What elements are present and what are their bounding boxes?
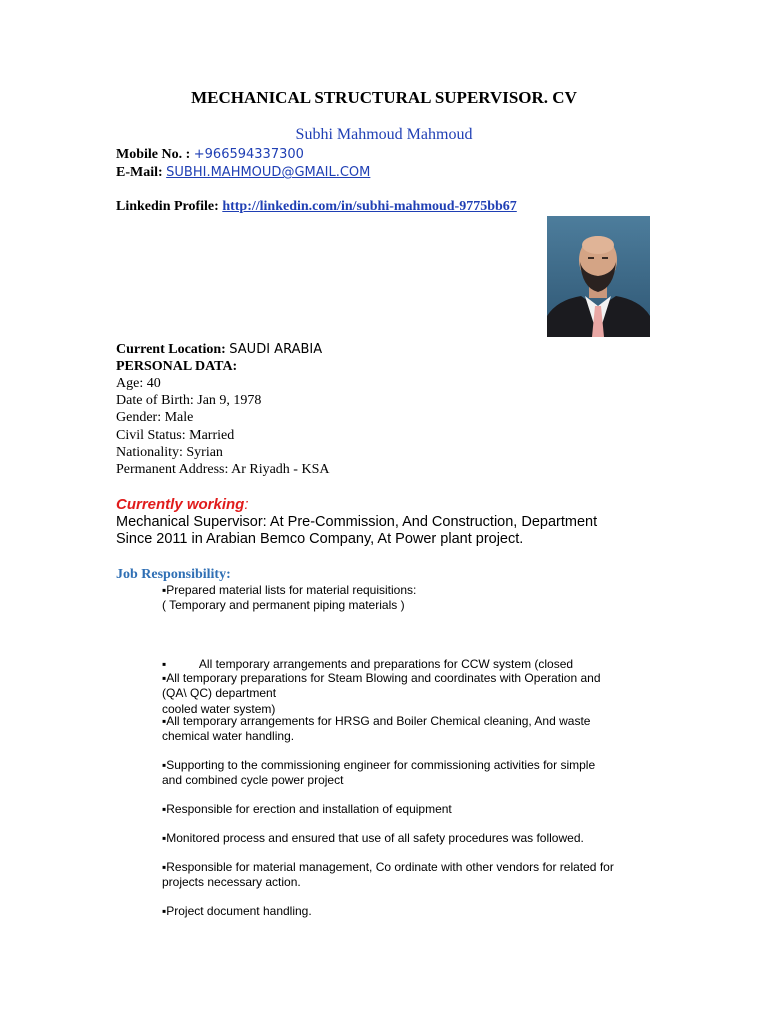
responsibility-text: ▪All temporary arrangements for HRSG and Boiler Chemical cleaning, And waste bbox=[162, 714, 591, 728]
responsibility-text: ( Temporary and permanent piping materials ) bbox=[162, 598, 405, 612]
profile-photo bbox=[547, 216, 650, 337]
job-responsibility-heading: Job Responsibility: bbox=[116, 567, 231, 582]
location-label: Current Location: bbox=[116, 342, 230, 357]
responsibility-item bbox=[162, 860, 614, 890]
responsibility-item bbox=[162, 583, 416, 613]
email-label: E-Mail: bbox=[116, 165, 167, 180]
personal-data-heading: PERSONAL DATA: bbox=[116, 359, 238, 374]
email-link[interactable]: SUBHI.MAHMOUD@GMAIL.COM bbox=[166, 165, 371, 180]
responsibility-text: ▪ All temporary arrangements and preparations for CCW system (closed bbox=[162, 657, 574, 671]
responsibility-text: ▪Supporting to the commissioning engineer for commissioning activities for simple bbox=[162, 758, 596, 772]
currently-working-heading bbox=[116, 496, 249, 513]
responsibility-text: ▪Project document handling. bbox=[162, 904, 312, 918]
responsibility-item bbox=[162, 802, 452, 817]
mobile-label: Mobile No. : bbox=[116, 147, 194, 162]
responsibility-item bbox=[162, 758, 595, 788]
candidate-name: Subhi Mahmoud Mahmoud bbox=[295, 126, 473, 143]
current-work-line-1: Mechanical Supervisor: At Pre-Commission, And Construction, Department bbox=[116, 514, 598, 530]
linkedin-link[interactable]: http://linkedin.com/in/subhi-mahmoud-9775bb67 bbox=[222, 199, 517, 214]
responsibility-text: (QA\ QC) department bbox=[162, 686, 277, 700]
personal-dob: Date of Birth: Jan 9, 1978 bbox=[116, 393, 262, 408]
linkedin-label: Linkedin Profile: bbox=[116, 199, 223, 214]
responsibility-item bbox=[162, 831, 584, 846]
current-work-line-2: Since 2011 in Arabian Bemco Company, At Power plant project. bbox=[116, 531, 524, 547]
responsibility-text: cooled water system) bbox=[162, 702, 276, 716]
responsibility-text: ▪Monitored process and ensured that use of all safety procedures was followed. bbox=[162, 831, 584, 845]
responsibility-text: ▪Responsible for erection and installation of equipment bbox=[162, 802, 452, 816]
personal-nationality: Nationality: Syrian bbox=[116, 445, 223, 460]
currently-working-label: Currently working bbox=[116, 496, 245, 513]
personal-gender: Gender: Male bbox=[116, 410, 194, 425]
responsibility-item bbox=[162, 671, 601, 701]
personal-address: Permanent Address: Ar Riyadh - KSA bbox=[116, 462, 330, 477]
personal-civil-status: Civil Status: Married bbox=[116, 428, 235, 443]
responsibility-item bbox=[162, 904, 312, 919]
responsibility-text: chemical water handling. bbox=[162, 729, 295, 743]
personal-age: Age: 40 bbox=[116, 376, 161, 391]
cv-title: MECHANICAL STRUCTURAL SUPERVISOR. CV bbox=[191, 88, 577, 107]
email-row bbox=[116, 163, 370, 181]
responsibility-text: ▪Prepared material lists for material requisitions: bbox=[162, 583, 417, 597]
linkedin-row bbox=[116, 197, 517, 215]
responsibility-text: projects necessary action. bbox=[162, 875, 301, 889]
responsibility-text: ▪All temporary preparations for Steam Blowing and coordinates with Operation and bbox=[162, 671, 601, 685]
location-value: SAUDI ARABIA bbox=[229, 342, 323, 357]
mobile-value: +966594337300 bbox=[193, 147, 304, 162]
responsibility-text: ▪Responsible for material management, Co ordinate with other vendors for related for bbox=[162, 860, 614, 874]
responsibility-item bbox=[162, 714, 590, 744]
location-row bbox=[116, 342, 322, 358]
currently-working-colon: : bbox=[244, 496, 249, 513]
mobile-row bbox=[116, 145, 304, 163]
responsibility-text: and combined cycle power project bbox=[162, 773, 344, 787]
